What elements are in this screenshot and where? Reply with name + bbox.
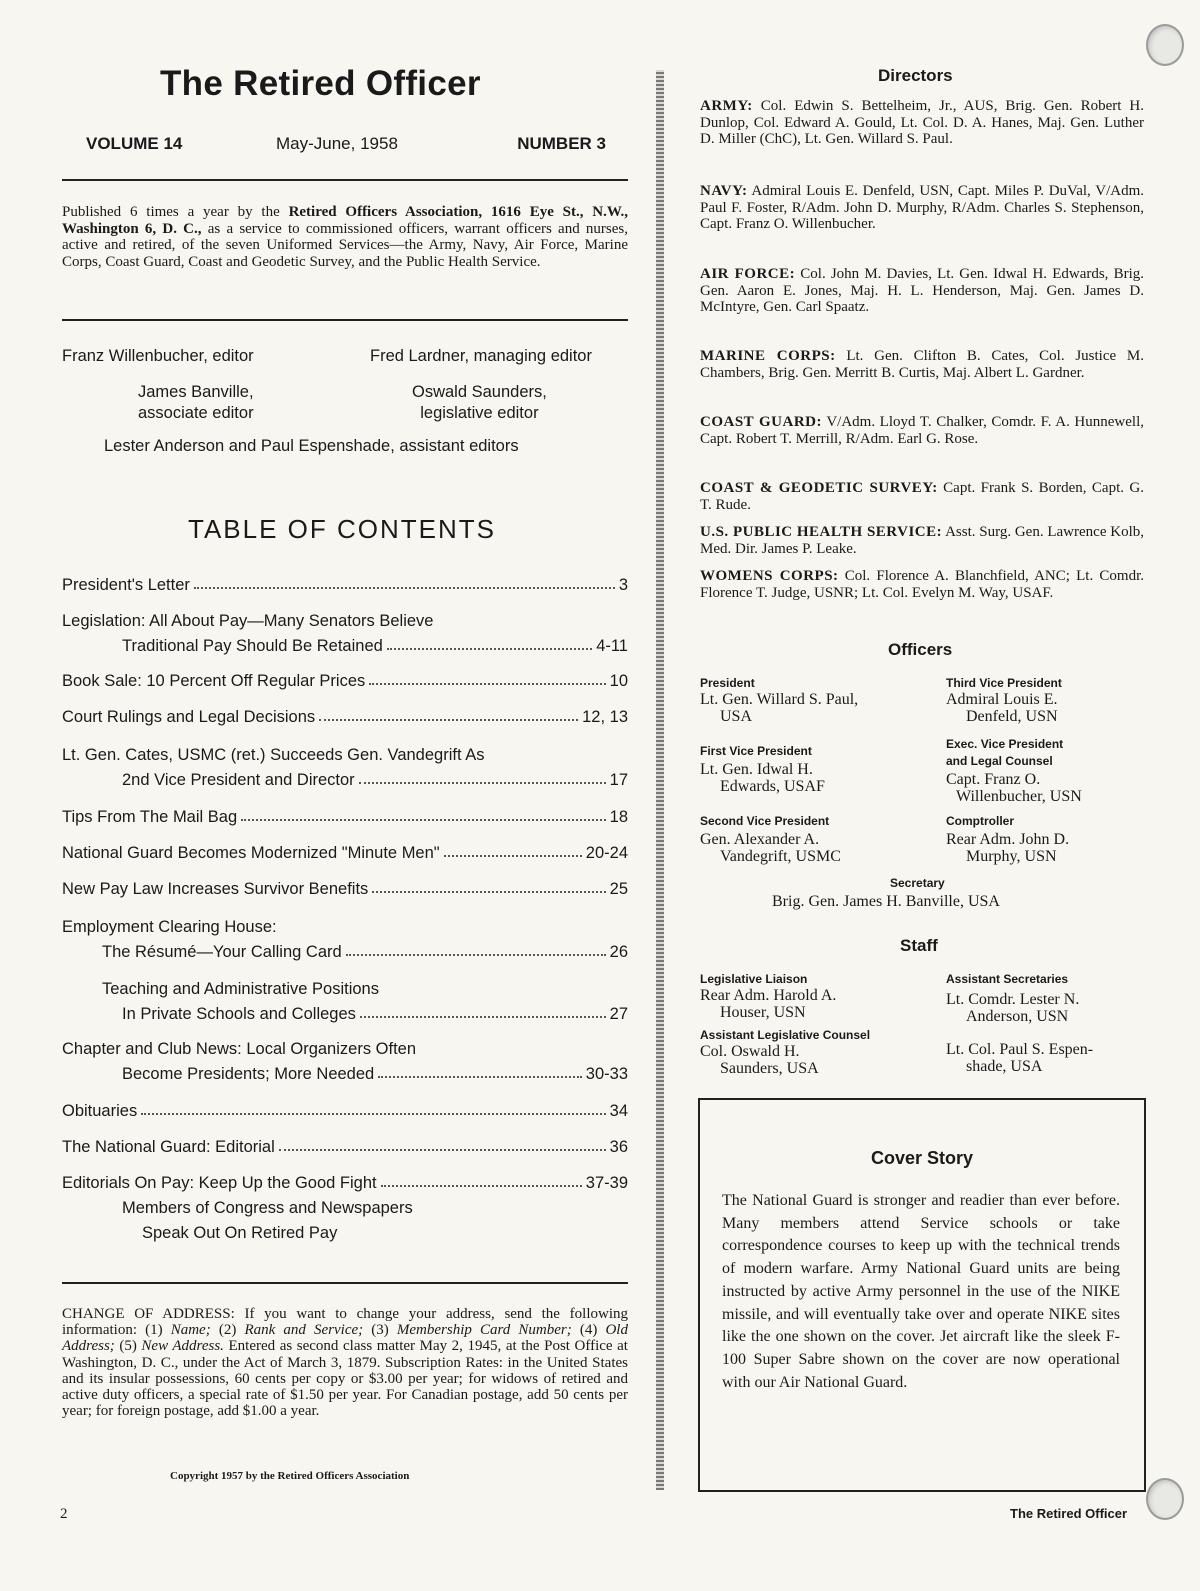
- toc-entry-title: The National Guard: Editorial: [62, 1138, 275, 1156]
- toc-entry-title-cont: The Résumé—Your Calling Card: [102, 943, 342, 961]
- toc-entry-page: 3: [618, 576, 628, 594]
- change-of-address: [62, 1306, 628, 1419]
- director-group-names: Col. Edwin S. Bettelheim, Jr., AUS, Brig. Gen. Robert H. Dunlop, Col. Edward A. Gould, Lt. Col. D. A. Hanes, Maj. Gen. Luther D. Miller (ChC), Lt. Gen. Willard S. Paul.: [700, 98, 1144, 147]
- toc-entry: [62, 802, 628, 827]
- staff-name-line: Houser, USN: [720, 1003, 806, 1021]
- coa-item: New Address.: [141, 1338, 224, 1355]
- staff-name-line: Saunders, USA: [720, 1059, 819, 1077]
- second-vp-name: [700, 832, 841, 865]
- toc-entry-title-cont: In Private Schools and Colleges: [122, 1005, 356, 1023]
- volume-label: VOLUME 14: [86, 134, 183, 153]
- masthead-rule: [62, 179, 628, 181]
- directors-womens-corps: [700, 568, 1144, 601]
- director-group-label: ARMY:: [700, 98, 753, 114]
- director-group-label: MARINE CORPS:: [700, 348, 836, 364]
- comptroller-name: [946, 832, 1069, 865]
- pub-suffix: as a service to commissioned officers, warrant officers and nurses, active and retired, of the seven Uniformed Services—the Army, Navy, Air Force, Marine Corps, Coast Guard, Coast and Geodetic Survey, and the Public Health Service.: [62, 220, 628, 270]
- pub-prefix: Published 6 times a year by the: [62, 204, 289, 220]
- director-group-names: Col. John M. Davies, Lt. Gen. Idwal H. Edwards, Brig. Gen. Aaron E. Jones, Maj. H. L. Henderson, Maj. Gen. James D. McIntyre, Gen. Carl Spaatz.: [700, 266, 1144, 315]
- toc-entry: [62, 912, 628, 962]
- directors-public-health: [700, 524, 1144, 557]
- toc-entry-page: 12, 13: [582, 708, 628, 726]
- toc-entry-title: Chapter and Club News: Local Organizers Often: [62, 1040, 417, 1058]
- issue-info: [86, 134, 606, 158]
- secretary-name: Brig. Gen. James H. Banville, USA: [772, 893, 1000, 910]
- president-name: [700, 692, 858, 725]
- officer-role-line: and Legal Counsel: [946, 754, 1053, 768]
- pub-address: Retired Officers Association, 1616 Eye St., N.W., Washington 6, D. C.,: [62, 204, 628, 237]
- toc-entry-title: Court Rulings and Legal Decisions: [62, 708, 316, 726]
- director-group-label: WOMENS CORPS:: [700, 568, 839, 584]
- liaison-name: [700, 988, 836, 1021]
- coa-text: Entered as second class matter May 2, 1945, at the Post Office at Washington, D. C., under the Act of March 3, 1879. Subscription Rates: in the United States and its insular possessions, 60 cents per copy or $3.00 per year; for widows of retired and active duty officers, a special rate of $1.50 per year. For Canadian postage, add 50 cents per year; for foreign postage, add $1.00 a year.: [62, 1338, 628, 1420]
- page-number: 2: [60, 1506, 68, 1522]
- punch-hole-top: [1146, 24, 1184, 66]
- asst-counsel-role: Assistant Legislative Counsel: [700, 1028, 871, 1042]
- officer-name-line: Admiral Louis E.: [946, 691, 1058, 708]
- second-vp-role: Second Vice President: [700, 814, 830, 828]
- director-group-label: AIR FORCE:: [700, 266, 796, 282]
- staff-name-line: Anderson, USN: [966, 1007, 1069, 1025]
- toc-entry-page: 27: [609, 1005, 628, 1023]
- liaison-role: Legislative Liaison: [700, 972, 808, 986]
- third-vp-name: [946, 692, 1058, 725]
- toc-entry: [62, 606, 628, 656]
- officer-name-line: USA: [720, 707, 753, 725]
- toc-entry-title: National Guard Becomes Modernized "Minute Men": [62, 844, 440, 862]
- staff-name-line: Lt. Comdr. Lester N.: [946, 991, 1080, 1008]
- toc-entry: [62, 1168, 628, 1243]
- directors-army: [700, 98, 1144, 148]
- secretary-role: Secretary: [890, 876, 945, 890]
- toc-entry-page: 26: [609, 943, 628, 961]
- legislative-editor-role: legislative editor: [420, 404, 539, 422]
- toc-entry: [62, 974, 628, 1024]
- toc-entry-page: 34: [609, 1102, 628, 1120]
- president-role: President: [700, 676, 755, 690]
- toc-entry-page: 37-39: [585, 1174, 628, 1192]
- staff-name-line: Lt. Col. Paul S. Espen-: [946, 1041, 1094, 1058]
- director-group-label: COAST GUARD:: [700, 414, 822, 430]
- toc-rule-bottom: [62, 1282, 628, 1284]
- associate-editor-role: associate editor: [138, 404, 254, 422]
- officer-name-line: Capt. Franz O.: [946, 771, 1041, 788]
- publication-note: [62, 204, 628, 270]
- asst-secretaries-name-1: [946, 992, 1079, 1025]
- toc-entry-page: 30-33: [585, 1065, 628, 1083]
- asst-secretaries-name-2: [946, 1042, 1093, 1075]
- coa-text: (2): [210, 1322, 245, 1339]
- toc-entry: [62, 666, 628, 691]
- director-group-names: V/Adm. Lloyd T. Chalker, Comdr. F. A. Hunnewell, Capt. Robert T. Merrill, R/Adm. Earl G. Rose.: [700, 414, 1144, 447]
- associate-editor: [138, 382, 254, 424]
- toc-entry-title: Lt. Gen. Cates, USMC (ret.) Succeeds Gen. Vandegrift As: [62, 746, 485, 764]
- toc-entry-title: President's Letter: [62, 576, 190, 594]
- toc-title: TABLE OF CONTENTS: [188, 514, 496, 544]
- officers-heading: Officers: [888, 640, 953, 659]
- toc-entry: [62, 702, 628, 727]
- toc-entry-page: 17: [609, 771, 628, 789]
- director-group-names: Col. Florence A. Blanchfield, ANC; Lt. Comdr. Florence T. Judge, USNR; Lt. Col. Evelyn M. Way, USAF.: [700, 568, 1145, 601]
- director-group-label: COAST & GEODETIC SURVEY:: [700, 480, 938, 496]
- coa-item: Rank and Service;: [244, 1322, 364, 1339]
- asst-secretaries-role: Assistant Secretaries: [946, 972, 1069, 986]
- first-vp-role: First Vice President: [700, 744, 812, 758]
- toc-entry-subtitle: Speak Out On Retired Pay: [142, 1224, 338, 1242]
- officer-name-line: Murphy, USN: [966, 847, 1057, 865]
- exec-vp-role: [946, 736, 1063, 770]
- asst-counsel-name: [700, 1044, 819, 1077]
- officer-name-line: Edwards, USAF: [720, 777, 825, 795]
- toc-entry-subtitle: Members of Congress and Newspapers: [122, 1199, 413, 1217]
- toc-entry-title-cont: 2nd Vice President and Director: [122, 771, 355, 789]
- staff-heading: Staff: [900, 936, 938, 955]
- officer-name-line: Lt. Gen. Idwal H.: [700, 761, 813, 778]
- assistant-editors: Lester Anderson and Paul Espenshade, assistant editors: [104, 437, 519, 455]
- coa-text: CHANGE OF ADDRESS: If you want to change your address, send the following information: (1): [62, 1306, 628, 1339]
- toc-entry: [62, 740, 628, 790]
- director-group-label: NAVY:: [700, 183, 748, 199]
- toc-entry: [62, 1096, 628, 1121]
- coa-text: (5): [114, 1338, 142, 1355]
- toc-entry-page: 25: [609, 880, 628, 898]
- director-group-names: Admiral Louis E. Denfeld, USN, Capt. Miles P. DuVal, V/Adm. Paul F. Foster, R/Adm. John D. Murphy, R/Adm. Charles S. Stephenson, Capt. Franz O. Willenbucher.: [700, 183, 1144, 232]
- toc-entry-page: 36: [609, 1138, 628, 1156]
- officer-name-line: Vandegrift, USMC: [720, 847, 841, 865]
- directors-marine-corps: [700, 348, 1144, 381]
- toc-entry-title: New Pay Law Increases Survivor Benefits: [62, 880, 369, 898]
- director-group-names: Lt. Gen. Clifton B. Cates, Col. Justice M. Chambers, Brig. Gen. Merritt B. Curtis, Maj. Albert L. Gardner.: [700, 348, 1144, 381]
- coa-item: Old Address;: [62, 1322, 628, 1355]
- toc-entry: [62, 1132, 628, 1157]
- exec-vp-name: [946, 772, 1082, 805]
- directors-coast-guard: [700, 414, 1144, 447]
- officer-role-line: Exec. Vice President: [946, 737, 1064, 751]
- directors-air-force: [700, 266, 1144, 316]
- first-vp-name: [700, 762, 825, 795]
- toc-entry-title: Tips From The Mail Bag: [62, 808, 238, 826]
- legislative-editor-name: Oswald Saunders,: [412, 383, 547, 401]
- officer-name-line: Gen. Alexander A.: [700, 831, 820, 848]
- toc-entry-page: 20-24: [585, 844, 628, 862]
- director-group-label: U.S. PUBLIC HEALTH SERVICE:: [700, 524, 943, 540]
- directors-coast-geodetic: [700, 480, 1144, 513]
- legislative-editor: [412, 382, 547, 424]
- coa-text: (3): [363, 1322, 397, 1339]
- issue-date: May-June, 1958: [276, 134, 398, 153]
- directors-heading: Directors: [878, 66, 953, 85]
- coa-item: Membership Card Number;: [396, 1322, 572, 1339]
- toc-entry-title: Obituaries: [62, 1102, 138, 1120]
- footer-title: The Retired Officer: [1010, 1506, 1128, 1521]
- director-group-names: Capt. Frank S. Borden, Capt. G. T. Rude.: [700, 480, 1144, 513]
- issue-number: NUMBER 3: [517, 134, 606, 153]
- toc-entry-title: Teaching and Administrative Positions: [102, 980, 379, 998]
- directors-navy: [700, 183, 1144, 233]
- associate-editor-name: James Banville,: [138, 383, 254, 401]
- toc-entry: [62, 874, 628, 899]
- magazine-title: The Retired Officer: [160, 64, 481, 103]
- editors-rule-top: [62, 319, 628, 321]
- toc-entry: [62, 1034, 628, 1084]
- toc-entry-page: 18: [609, 808, 628, 826]
- cover-story-text: The National Guard is stronger and readier than ever before. Many members attend Service schools or take correspondence courses to keep up with the technical trends of modern warfare. Army National Guard units are being instructed by active Army personnel in the use of the NIKE missile, and will eventually take over and operate NIKE sites like the one shown on the cover. Jet aircraft like the sleek F-100 Super Sabre shown on the cover are now operational with our Air National Guard.: [722, 1192, 1120, 1391]
- director-group-names: Asst. Surg. Gen. Lawrence Kolb, Med. Dir. James P. Leake.: [700, 524, 1144, 557]
- punch-hole-bottom: [1146, 1478, 1184, 1520]
- staff-name-line: shade, USA: [966, 1057, 1043, 1075]
- toc-entry-title-cont: Traditional Pay Should Be Retained: [122, 637, 383, 655]
- editor: Franz Willenbucher, editor: [62, 347, 254, 365]
- staff-name-line: Col. Oswald H.: [700, 1043, 800, 1060]
- toc-entry-page: 4-11: [596, 637, 628, 655]
- officer-name-line: Willenbucher, USN: [956, 787, 1082, 805]
- cover-story-title: Cover Story: [870, 1148, 974, 1168]
- toc-entry-title: Employment Clearing House:: [62, 918, 277, 936]
- coa-text: (4): [571, 1322, 606, 1339]
- staff-name-line: Rear Adm. Harold A.: [700, 987, 837, 1004]
- column-divider: [656, 70, 664, 1490]
- toc-entry-page: 10: [609, 672, 628, 690]
- toc-entry-title: Legislation: All About Pay—Many Senators Believe: [62, 612, 434, 630]
- toc-entry-title: Book Sale: 10 Percent Off Regular Prices: [62, 672, 366, 690]
- officer-name-line: Lt. Gen. Willard S. Paul,: [700, 691, 859, 708]
- copyright: Copyright 1957 by the Retired Officers Association: [170, 1470, 410, 1482]
- toc-entry-title: Editorials On Pay: Keep Up the Good Fight: [62, 1174, 377, 1192]
- coa-item: Name;: [170, 1322, 211, 1339]
- officer-name-line: Denfeld, USN: [966, 707, 1058, 725]
- comptroller-role: Comptroller: [946, 814, 1015, 828]
- officer-name-line: Rear Adm. John D.: [946, 831, 1070, 848]
- managing-editor: Fred Lardner, managing editor: [370, 347, 592, 365]
- toc-entry-title-cont: Become Presidents; More Needed: [122, 1065, 375, 1083]
- third-vp-role: Third Vice President: [946, 676, 1062, 690]
- toc-entry: [62, 838, 628, 863]
- cover-story-box: [698, 1098, 1146, 1492]
- toc-entry: [62, 570, 628, 595]
